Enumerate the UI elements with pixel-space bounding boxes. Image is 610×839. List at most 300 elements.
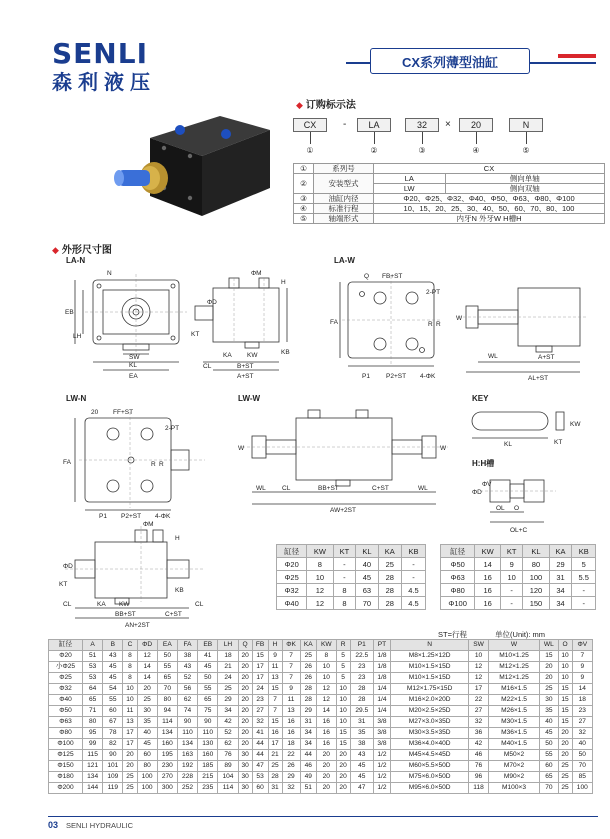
table-cell: - (401, 558, 425, 571)
dim-label: WL (418, 485, 428, 492)
column-header: FA (177, 640, 197, 651)
row-value: 内牙N 外牙W H槽H (374, 214, 605, 224)
table-cell: 30 (540, 695, 558, 706)
code-series: CX (293, 118, 327, 132)
table-cell: 36 (469, 728, 489, 739)
table-cell: 34 (549, 584, 572, 597)
table-row (441, 558, 596, 571)
table-row (49, 695, 593, 706)
table-cell: 25 (558, 761, 572, 772)
table-cell: 14 (475, 558, 501, 571)
dim-label: ΦD (207, 299, 217, 306)
table-cell: 89 (218, 761, 238, 772)
table-row (49, 772, 593, 783)
table-cell: 20 (336, 750, 350, 761)
table-cell: M8×1.25×12D (391, 651, 469, 662)
code-number: ④ (472, 146, 480, 155)
table-cell: 27 (252, 706, 268, 717)
key-table-left (276, 544, 426, 610)
row-number: ④ (294, 204, 314, 214)
drawing-la-n (55, 266, 305, 386)
table-cell: Φ63 (441, 571, 475, 584)
table-cell: M45×4.5×45D (391, 750, 469, 761)
drawing-title-h: H:H槽 (472, 459, 495, 468)
table-cell: - (572, 584, 596, 597)
table-row (294, 214, 605, 224)
table-cell: M12×1.75×15D (391, 684, 469, 695)
table-row (49, 750, 593, 761)
drawing-key (466, 404, 596, 452)
table-cell: 53 (83, 673, 103, 684)
table-cell: 51 (83, 651, 103, 662)
unit-label: 单位(Unit): mm (495, 630, 546, 639)
table-cell: 109 (103, 772, 123, 783)
table-cell: 25 (137, 695, 157, 706)
column-header: H (268, 640, 282, 651)
dim-label: A+ST (237, 373, 254, 380)
table-cell: 9 (572, 662, 592, 673)
dim-label: SW (129, 354, 140, 361)
table-cell: 47 (252, 761, 268, 772)
dim-label: KB (281, 349, 290, 356)
table-cell: 75 (198, 706, 218, 717)
dim-label: CL (63, 601, 72, 608)
table-cell: 20 (558, 728, 572, 739)
table-cell: 22 (282, 750, 300, 761)
table-cell: 11 (282, 695, 300, 706)
table-cell: 43 (350, 750, 373, 761)
table-cell: 15 (252, 651, 268, 662)
table-cell: M12×1.25 (488, 673, 539, 684)
dim-label: BB+ST (318, 485, 339, 492)
code-number: ③ (418, 146, 426, 155)
dim-label: AW+2ST (330, 507, 356, 514)
table-cell: 60 (252, 783, 268, 794)
drawing-lw-n-side (55, 520, 225, 632)
dim-label: 20 (91, 409, 99, 416)
code-mount: LA (357, 118, 391, 132)
table-cell: 7 (282, 662, 300, 673)
table-cell: 17 (268, 739, 282, 750)
table-cell: 10 (123, 684, 137, 695)
table-cell: M40×1.5 (488, 739, 539, 750)
brand-name-cn: 森利液压 (52, 70, 156, 94)
table-cell: 17 (123, 728, 137, 739)
table-cell: 3/8 (373, 739, 390, 750)
table-cell: M20×2.5×25D (391, 706, 469, 717)
table-cell: 60 (137, 750, 157, 761)
table-cell: 1/2 (373, 783, 390, 794)
table-cell: 42 (469, 739, 489, 750)
table-cell: M10×1.25 (488, 651, 539, 662)
table-cell: 12 (469, 673, 489, 684)
table-cell: 80 (137, 761, 157, 772)
dim-label: N (107, 270, 112, 277)
table-cell: 17 (252, 662, 268, 673)
dim-label: WL (256, 485, 266, 492)
table-cell: 47 (350, 783, 373, 794)
table-cell: 74 (177, 706, 197, 717)
dim-label: 2-PT (426, 289, 441, 296)
table-cell: 17 (123, 739, 137, 750)
table-cell: 18 (282, 739, 300, 750)
table-cell: 20 (336, 761, 350, 772)
table-cell: 15 (268, 684, 282, 695)
table-cell: 29 (300, 706, 316, 717)
dim-label: W (238, 445, 245, 452)
dim-label: 2-PT (165, 425, 180, 432)
table-cell: 17 (252, 673, 268, 684)
table-cell: 16 (282, 728, 300, 739)
table-cell: 120 (523, 584, 549, 597)
table-cell: 1/2 (373, 772, 390, 783)
table-cell: 1/2 (373, 750, 390, 761)
table-cell: M70×2 (488, 761, 539, 772)
brand-name-en: SENLI (52, 37, 148, 70)
row-number: ① (294, 164, 314, 174)
row-value: CX (374, 164, 605, 174)
table-cell: 10 (336, 717, 350, 728)
dim-label: KB (175, 587, 184, 594)
table-cell: 15 (268, 717, 282, 728)
dim-label: 4-ΦK (155, 513, 171, 520)
table-row (277, 584, 426, 597)
table-header-row (277, 545, 426, 558)
dim-label: W (440, 445, 447, 452)
table-cell: 14 (137, 673, 157, 684)
table-cell: 29 (549, 558, 572, 571)
product-photo (110, 108, 280, 220)
dim-label: R (436, 321, 441, 328)
table-cell: M10×1.5×15D (391, 662, 469, 673)
table-cell: 30 (238, 772, 252, 783)
table-cell: Φ200 (49, 783, 83, 794)
row-label: 油缸内径 (314, 194, 374, 204)
table-cell: 52 (177, 673, 197, 684)
table-cell: 9 (282, 684, 300, 695)
dim-label: FA (330, 319, 338, 326)
dimension-heading: ◆ 外形尺寸图 (52, 245, 112, 256)
table-cell: 20 (238, 684, 252, 695)
column-header: R (336, 640, 350, 651)
table-cell: 70 (540, 783, 558, 794)
table-row (49, 662, 593, 673)
table-cell: 44 (252, 750, 268, 761)
table-row (294, 164, 605, 174)
table-cell: 25 (123, 783, 137, 794)
table-cell: 110 (198, 728, 218, 739)
table-cell: 23 (252, 695, 268, 706)
table-cell: 10 (307, 571, 333, 584)
table-cell: 82 (103, 739, 123, 750)
table-cell: 20 (336, 772, 350, 783)
table-cell: 56 (177, 684, 197, 695)
dim-label: OL+C (510, 527, 528, 534)
table-cell: 26 (300, 673, 316, 684)
table-cell: 25 (540, 684, 558, 695)
table-cell: 100 (137, 772, 157, 783)
table-cell: 10 (336, 684, 350, 695)
table-cell: 11 (268, 662, 282, 673)
arrow-icon (374, 132, 375, 144)
table-cell: 35 (350, 728, 373, 739)
code-bore: 32 (405, 118, 439, 132)
page-number: 03 (48, 820, 59, 830)
table-cell: 31 (549, 571, 572, 584)
table-cell: 104 (218, 772, 238, 783)
table-cell: 20 (540, 673, 558, 684)
table-cell: 20 (336, 783, 350, 794)
table-cell: 22 (469, 695, 489, 706)
table-row (294, 204, 605, 214)
table-cell: 10 (558, 673, 572, 684)
table-cell: - (501, 584, 523, 597)
table-cell: 62 (177, 695, 197, 706)
row-value: 侧向单轴 (445, 174, 604, 184)
table-cell: M22×1.5 (488, 695, 539, 706)
dim-label: H (281, 279, 286, 286)
table-row (49, 684, 593, 695)
table-cell: 4.5 (401, 584, 425, 597)
code-number: ② (370, 146, 378, 155)
column-header: FB (252, 640, 268, 651)
dim-label: KW (119, 601, 130, 608)
table-cell: 41 (198, 651, 218, 662)
column-header: B (103, 640, 123, 651)
row-value: 10、15、20、25、30、40、50、60、70、80、100 (374, 204, 605, 214)
table-cell: 85 (572, 772, 592, 783)
table-cell: Φ100 (441, 597, 475, 610)
table-cell: 43 (103, 651, 123, 662)
table-cell: 65 (198, 695, 218, 706)
table-cell: 53 (83, 662, 103, 673)
table-cell: 3/8 (373, 717, 390, 728)
dim-label: P1 (99, 513, 107, 520)
table-cell: 50 (198, 673, 218, 684)
table-cell: Φ100 (49, 739, 83, 750)
table-cell: 16 (317, 739, 337, 750)
table-cell: 20 (317, 772, 337, 783)
column-header: 缸径 (49, 640, 83, 651)
table-cell: 28 (300, 684, 316, 695)
table-cell: 23 (572, 706, 592, 717)
table-cell: 20 (238, 695, 252, 706)
table-cell: 8 (317, 651, 337, 662)
table-cell: 13 (282, 706, 300, 717)
table-cell: 3/8 (373, 728, 390, 739)
table-cell: 20 (558, 750, 572, 761)
table-cell: 25 (123, 772, 137, 783)
row-label: 轴端形式 (314, 214, 374, 224)
column-header: KW (317, 640, 337, 651)
table-cell: 10 (469, 651, 489, 662)
order-heading: ◆ 订购标示法 (296, 100, 356, 111)
table-cell: 270 (157, 772, 177, 783)
code-number: ⑤ (522, 146, 530, 155)
table-cell: 10 (123, 695, 137, 706)
column-header: KW (475, 545, 501, 558)
table-cell: - (401, 571, 425, 584)
table-row (49, 717, 593, 728)
table-cell: 40 (540, 717, 558, 728)
table-cell: 32 (282, 783, 300, 794)
dim-label: H (175, 535, 180, 542)
column-header: P1 (350, 640, 373, 651)
table-row (49, 739, 593, 750)
brand-logo (52, 37, 156, 94)
table-cell: Φ50 (441, 558, 475, 571)
table-cell: 45 (356, 571, 378, 584)
drawing-lw-w (226, 404, 466, 516)
table-cell: 46 (300, 761, 316, 772)
column-header: SW (469, 640, 489, 651)
code-rod-end: N (509, 118, 543, 132)
dim-label: ΦM (251, 270, 262, 277)
table-cell: M12×1.25 (488, 662, 539, 673)
table-cell: 20 (317, 750, 337, 761)
drawing-la-w (328, 266, 600, 386)
table-cell: 20 (238, 717, 252, 728)
table-cell: 30 (137, 706, 157, 717)
table-cell: 10 (336, 706, 350, 717)
table-cell: 20 (317, 761, 337, 772)
table-cell: 7 (268, 706, 282, 717)
table-cell: Φ25 (277, 571, 307, 584)
table-cell: 44 (252, 739, 268, 750)
table-cell: 14 (572, 684, 592, 695)
table-cell: 115 (83, 750, 103, 761)
table-cell: 16 (268, 728, 282, 739)
table-cell: M16×1.5 (488, 684, 539, 695)
table-cell: 50 (540, 739, 558, 750)
table-cell: 8 (333, 584, 356, 597)
table-cell: 20 (238, 651, 252, 662)
dim-label: ΦD (63, 563, 73, 570)
table-cell: 90 (198, 717, 218, 728)
dim-label: ΦD (472, 489, 482, 496)
table-cell: 55 (103, 695, 123, 706)
dim-label: LH (73, 333, 82, 340)
table-cell: 45 (540, 728, 558, 739)
table-cell: M90×2 (488, 772, 539, 783)
column-header: 缸径 (277, 545, 307, 558)
table-cell: 1/8 (373, 673, 390, 684)
table-cell: 80 (157, 695, 177, 706)
table-cell: - (501, 597, 523, 610)
table-cell: M60×5.5×50D (391, 761, 469, 772)
table-cell: 34 (549, 597, 572, 610)
dim-label: ΦV (482, 481, 492, 488)
table-cell: 26 (282, 761, 300, 772)
column-header: KT (333, 545, 356, 558)
table-cell: 29 (282, 772, 300, 783)
table-cell: 14 (137, 662, 157, 673)
table-cell: 41 (252, 728, 268, 739)
table-cell: Φ63 (49, 717, 83, 728)
dim-label: KW (247, 352, 258, 359)
table-cell: 8 (123, 651, 137, 662)
drawing-h-groove (466, 468, 596, 536)
table-cell: Φ40 (49, 695, 83, 706)
table-cell: Φ125 (49, 750, 83, 761)
table-cell: 96 (469, 772, 489, 783)
table-row (49, 728, 593, 739)
table-cell: M36×1.5 (488, 728, 539, 739)
table-cell: 25 (218, 684, 238, 695)
arrow-icon (476, 132, 477, 144)
column-header: ΦD (137, 640, 157, 651)
table-cell: 230 (157, 761, 177, 772)
table-cell: 16 (317, 728, 337, 739)
code-separator: × (445, 119, 451, 130)
dim-label: KT (59, 581, 68, 588)
dim-label: FF+ST (113, 409, 134, 416)
table-cell: Φ32 (49, 684, 83, 695)
table-cell: 35 (540, 706, 558, 717)
table-cell: Φ25 (49, 673, 83, 684)
table-cell: 7 (282, 673, 300, 684)
table-cell: 7 (572, 651, 592, 662)
table-cell: 18 (572, 695, 592, 706)
table-cell: 119 (103, 783, 123, 794)
table-cell: 55 (198, 684, 218, 695)
table-row (294, 174, 605, 184)
table-cell: 100 (523, 571, 549, 584)
table-cell: 42 (218, 717, 238, 728)
table-cell: 94 (157, 706, 177, 717)
table-cell: 130 (198, 739, 218, 750)
column-header: O (558, 640, 572, 651)
table-cell: 70 (157, 684, 177, 695)
table-cell: 25 (268, 761, 282, 772)
table-cell: 235 (198, 783, 218, 794)
dim-label: CL (203, 363, 212, 370)
column-header: KW (307, 545, 333, 558)
dim-label: KW (570, 421, 581, 428)
table-cell: 12 (307, 584, 333, 597)
table-cell: 50 (157, 651, 177, 662)
table-row (441, 571, 596, 584)
table-cell: 12 (317, 684, 337, 695)
dim-label: 4-ΦK (420, 373, 436, 380)
table-cell: 28 (378, 597, 401, 610)
table-cell: 35 (137, 717, 157, 728)
dim-label: ΦM (143, 521, 154, 528)
table-cell: 55 (540, 750, 558, 761)
table-cell: 9 (572, 673, 592, 684)
table-cell: 100 (137, 783, 157, 794)
table-cell: 31 (350, 717, 373, 728)
table-cell: Φ20 (277, 558, 307, 571)
table-cell: 20 (238, 673, 252, 684)
table-cell: 95 (83, 728, 103, 739)
table-cell: - (333, 571, 356, 584)
table-cell: Φ20 (49, 651, 83, 662)
table-cell: 14 (317, 706, 337, 717)
table-cell: 55 (157, 662, 177, 673)
table-cell: 20 (317, 783, 337, 794)
table-cell: 8 (307, 558, 333, 571)
dim-label: R (428, 321, 433, 328)
column-header: KL (523, 545, 549, 558)
table-cell: 38 (350, 739, 373, 750)
table-header-row (441, 545, 596, 558)
table-cell: 43 (177, 662, 197, 673)
table-header-row (49, 640, 593, 651)
table-row (441, 584, 596, 597)
dim-label: R (159, 461, 164, 468)
table-cell: Φ80 (441, 584, 475, 597)
